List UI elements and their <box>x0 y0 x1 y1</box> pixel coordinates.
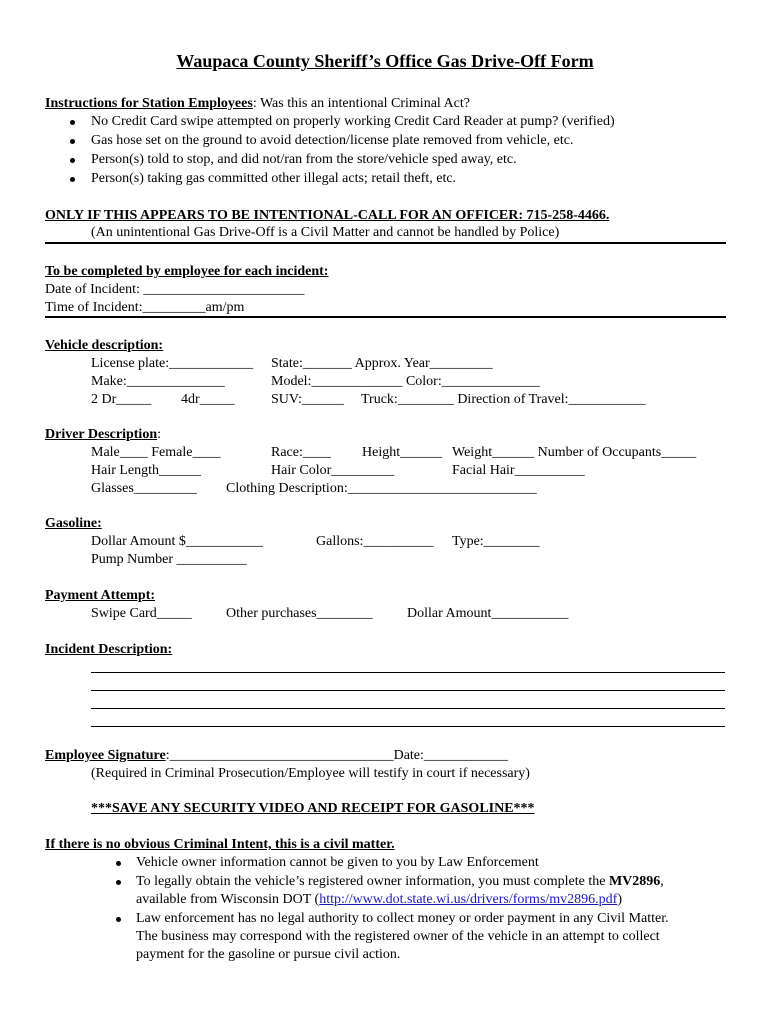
officer-call-notice: ONLY IF THIS APPEARS TO BE INTENTIONAL-CALL FOR AN OFFICER: 715-258-4466. <box>45 208 610 223</box>
license-plate-field[interactable]: License plate:____________ <box>91 356 254 371</box>
other-purchases-field[interactable]: Other purchases________ <box>226 606 373 621</box>
bullet-icon <box>70 120 75 125</box>
civil-item-2 <box>136 873 664 891</box>
dot-source-text: available from Wisconsin DOT ( <box>136 892 320 907</box>
signature-heading: Employee Signature <box>45 748 166 763</box>
payment-amount-field[interactable]: Dollar Amount___________ <box>407 606 569 621</box>
glasses-field[interactable]: Glasses_________ <box>91 481 197 496</box>
mv2896-form-name: MV2896 <box>608 874 661 889</box>
civil-section-heading: If there is no obvious Criminal Intent, this is a civil matter. <box>45 837 395 852</box>
civil-item-2-text: To legally obtain the vehicle’s registered owner information, you must complete the <box>136 874 609 889</box>
instructions-question: : Was this an intentional Criminal Act? <box>252 96 470 111</box>
gallons-field[interactable]: Gallons:__________ <box>316 534 434 549</box>
four-door-field[interactable]: 4dr_____ <box>181 392 235 407</box>
bullet-icon <box>116 861 121 866</box>
save-video-notice: ***SAVE ANY SECURITY VIDEO AND RECEIPT FOR GASOLINE*** <box>91 801 535 816</box>
bullet-icon <box>116 917 121 922</box>
incident-description-line[interactable] <box>91 726 725 727</box>
incident-description-line[interactable] <box>91 708 725 709</box>
civil-item-3-line2: The business may correspond with the registered owner of the vehicle in an attempt to collect <box>136 929 660 944</box>
civil-item-2-line2 <box>136 891 622 909</box>
signature-note: (Required in Criminal Prosecution/Employee will testify in court if necessary) <box>91 766 530 781</box>
civil-item-2-comma: , <box>660 874 664 889</box>
race-field[interactable]: Race:____ <box>271 445 331 460</box>
suv-field[interactable]: SUV:______ <box>271 392 344 407</box>
instructions-line <box>45 95 470 113</box>
clothing-description-field[interactable]: Clothing Description:___________________________ <box>226 481 537 496</box>
civil-item-3-line3: payment for the gasoline or pursue civil action. <box>136 947 401 962</box>
employee-section-heading: To be completed by employee for each incident: <box>45 264 329 279</box>
bullet-icon <box>70 158 75 163</box>
time-of-incident-field[interactable]: Time of Incident:_________am/pm <box>45 300 245 315</box>
employee-signature-field[interactable] <box>45 747 508 765</box>
pump-number-field[interactable]: Pump Number __________ <box>91 552 247 567</box>
incident-section-heading: Incident Description: <box>45 642 173 657</box>
instruction-item-3: Person(s) told to stop, and did not/ran from the store/vehicle sped away, etc. <box>91 152 517 167</box>
make-field[interactable]: Make:______________ <box>91 374 225 389</box>
gasoline-section-heading: Gasoline: <box>45 516 102 531</box>
instructions-heading: Instructions for Station Employees <box>45 96 253 111</box>
facial-hair-field[interactable]: Facial Hair__________ <box>452 463 585 478</box>
bullet-icon <box>116 880 121 885</box>
height-field[interactable]: Height______ <box>362 445 443 460</box>
paren-close: ) <box>617 892 623 907</box>
civil-item-3-line1: Law enforcement has no legal authority to collect money or order payment in any Civil Matter. <box>136 911 669 926</box>
incident-description-line[interactable] <box>91 672 725 673</box>
hair-color-field[interactable]: Hair Color_________ <box>271 463 395 478</box>
mv2896-link[interactable]: http://www.dot.state.wi.us/drivers/forms/mv2896.pdf <box>319 892 618 907</box>
driver-heading-line <box>45 426 161 444</box>
driver-heading-colon: : <box>157 427 161 442</box>
state-year-field[interactable]: State:_______ Approx. Year_________ <box>271 356 493 371</box>
bullet-icon <box>70 177 75 182</box>
hair-length-field[interactable]: Hair Length______ <box>91 463 202 478</box>
civil-matter-note: (An unintentional Gas Drive-Off is a Civil Matter and cannot be handled by Police) <box>91 225 560 240</box>
incident-description-line[interactable] <box>91 690 725 691</box>
vehicle-section-heading: Vehicle description: <box>45 338 164 353</box>
date-of-incident-field[interactable]: Date of Incident: _______________________ <box>45 282 305 297</box>
signature-date-line: :________________________________Date:____________ <box>165 748 508 763</box>
instruction-item-4: Person(s) taking gas committed other illegal acts; retail theft, etc. <box>91 171 457 186</box>
driver-section-heading: Driver Description <box>45 427 158 442</box>
gas-type-field[interactable]: Type:________ <box>452 534 540 549</box>
gender-field[interactable]: Male____ Female____ <box>91 445 221 460</box>
truck-direction-field[interactable]: Truck:________ Direction of Travel:___________ <box>361 392 646 407</box>
bullet-icon <box>70 139 75 144</box>
page-title: Waupaca County Sheriff’s Office Gas Drive-Off Form <box>176 51 594 71</box>
section-divider <box>45 242 726 244</box>
instruction-item-2: Gas hose set on the ground to avoid detection/license plate removed from vehicle, etc. <box>91 133 574 148</box>
payment-section-heading: Payment Attempt: <box>45 588 156 603</box>
section-divider <box>45 316 726 318</box>
model-color-field[interactable]: Model:_____________ Color:______________ <box>271 374 540 389</box>
swipe-card-field[interactable]: Swipe Card_____ <box>91 606 192 621</box>
dollar-amount-field[interactable]: Dollar Amount $___________ <box>91 534 263 549</box>
two-door-field[interactable]: 2 Dr_____ <box>91 392 152 407</box>
instruction-item-1: No Credit Card swipe attempted on properly working Credit Card Reader at pump? (verified) <box>91 114 615 129</box>
civil-item-1: Vehicle owner information cannot be given to you by Law Enforcement <box>136 855 539 870</box>
weight-occupants-field[interactable]: Weight______ Number of Occupants_____ <box>452 445 697 460</box>
